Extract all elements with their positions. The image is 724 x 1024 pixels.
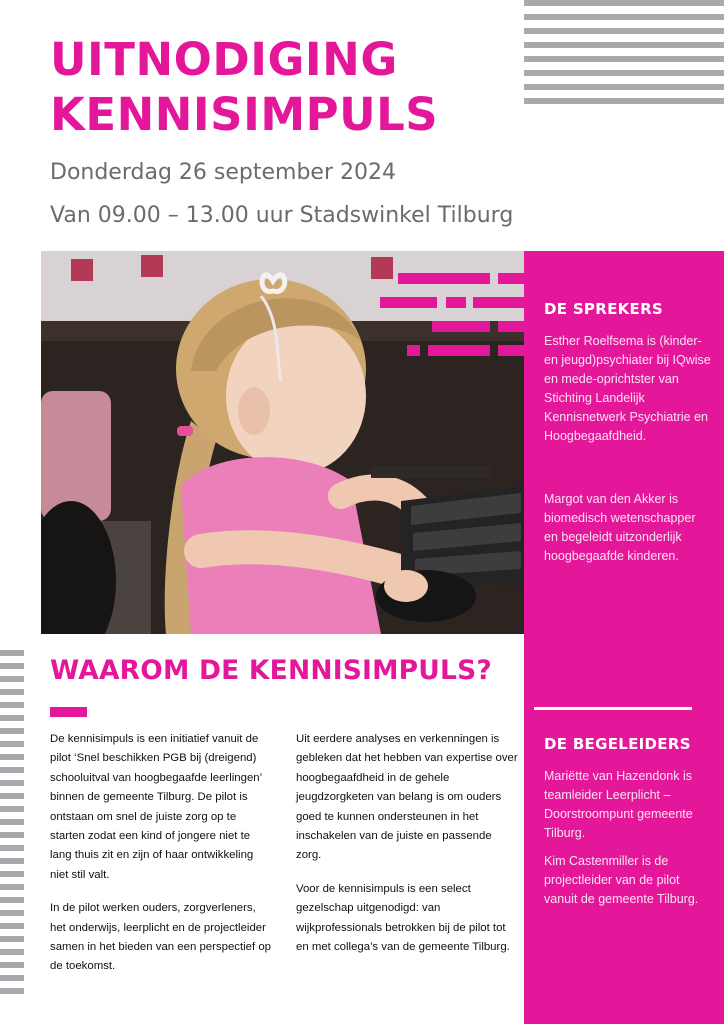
paragraph-initiative: De kennisimpuls is een initiatief vanuit de pilot ‘Snel beschikken PGB bij (dreigend) schooluitval van hoogbegaafde leerlingen’ binnen de gemeente Tilburg. De pilot is ontstaan om snel de juiste zorg op te starten zodat een kind of jongere niet te lang thuis zit en zijn of haar ontwikkeling niet stil valt.	[50, 733, 262, 881]
section-accent-bar	[50, 707, 87, 717]
event-time-location: Van 09.00 – 13.00 uur Stadswinkel Tilburg	[50, 203, 514, 228]
speakers-heading: DE SPREKERS	[544, 300, 664, 318]
title-line-1: UITNODIGING	[50, 33, 398, 86]
speaker-1-bio: Esther Roelfsema is (kinder- en jeugd)psychiater bij IQwise en mede-oprichtster van Stichting Landelijk Kennisnetwerk Psychiatrie en Hoogbegaafdheid.	[544, 334, 711, 443]
paragraph-analysis: Uit eerdere analyses en verkenningen is gebleken dat het hebben van expertise over hoogbegaafdheid in de gehele jeugdzorgketen van belang is om ouders goed te kunnen ondersteunen in het inschakelen van de juiste en passende zorg.	[296, 733, 518, 862]
sidebar	[524, 251, 724, 1024]
decorative-pink-bars	[380, 273, 524, 357]
guide-2-bio: Kim Castenmiller is de projectleider van de pilot vanuit de gemeente Tilburg.	[544, 854, 699, 906]
left-stripes	[0, 650, 24, 1001]
body-column-left	[50, 730, 272, 991]
page-title	[50, 32, 438, 142]
paragraph-invitation: Voor de kennisimpuls is een select gezelschap uitgenodigd: van wijkprofessionals betrokken bij de pilot tot en met collega’s van de gemeente Tilburg.	[296, 882, 510, 954]
top-right-stripes	[524, 0, 724, 112]
section-title: WAAROM DE KENNISIMPULS?	[50, 655, 492, 686]
guide-1-bio: Mariëtte van Hazendonk is teamleider Leerplicht – Doorstroompunt gemeente Tilburg.	[544, 769, 693, 840]
title-line-2: KENNISIMPULS	[50, 88, 439, 141]
sidebar-divider	[534, 707, 692, 710]
guides-heading: DE BEGELEIDERS	[544, 735, 691, 753]
speaker-2-bio: Margot van den Akker is biomedisch wetenschapper en begeleidt uitzonderlijk hoogbegaafde kinderen.	[544, 492, 696, 563]
paragraph-collaboration: In de pilot werken ouders, zorgverleners, het onderwijs, leerplicht en de projectleider samen in het bieden van een perspectief op de toekomst.	[50, 902, 272, 973]
body-column-right	[296, 730, 518, 971]
event-date: Donderdag 26 september 2024	[50, 160, 396, 185]
